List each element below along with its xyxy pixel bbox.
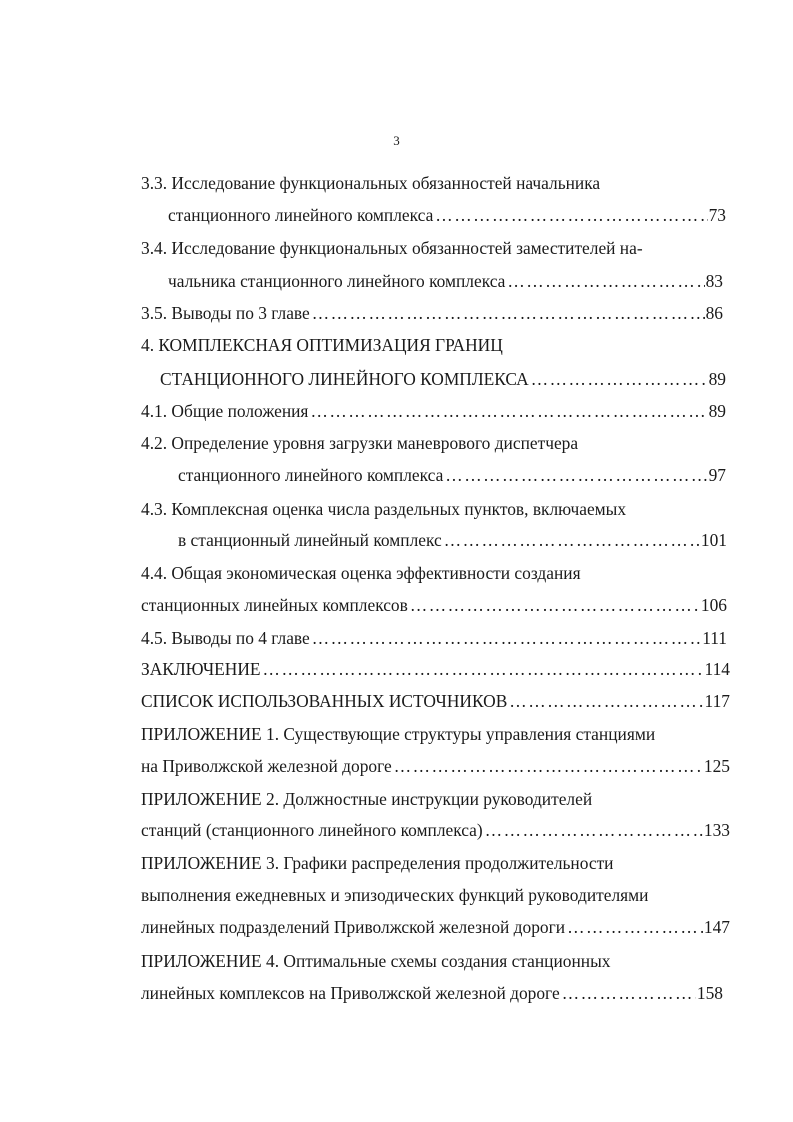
toc-leader-dots <box>394 754 703 778</box>
toc-entry-text: ПРИЛОЖЕНИЕ 2. Должностные инструкции руководителей <box>141 789 593 809</box>
toc-page-number: 89 <box>708 401 726 421</box>
toc-page-number: 101 <box>700 530 727 550</box>
toc-page-number: 147 <box>703 917 730 937</box>
toc-entry-conclusion <box>141 657 730 681</box>
toc-entry-text: ЗАКЛЮЧЕНИЕ <box>141 659 261 679</box>
toc-leader-dots <box>410 593 700 617</box>
toc-leader-dots <box>562 981 696 1005</box>
toc-page-number: 89 <box>708 369 726 389</box>
toc-entry-3-3 <box>141 171 600 195</box>
toc-entry-text: в станционный линейный комплекс <box>178 530 442 550</box>
toc-page-number: 125 <box>703 756 730 776</box>
toc-entry-4-3-cont <box>178 528 727 552</box>
toc-entry-text: линейных подразделений Приволжской железной дороги <box>141 917 566 937</box>
toc-entry-text: ПРИЛОЖЕНИЕ 1. Существующие структуры управления станциями <box>141 724 656 744</box>
toc-entry-3-5 <box>141 301 723 325</box>
toc-leader-dots <box>263 657 704 681</box>
toc-entry-text: 4.2. Определение уровня загрузки маневрового диспетчера <box>141 433 579 453</box>
toc-entry-appendix-3 <box>141 851 614 875</box>
toc-entry-text: ПРИЛОЖЕНИЕ 4. Оптимальные схемы создания станционных <box>141 951 611 971</box>
toc-entry-appendix-2-cont <box>141 818 730 842</box>
toc-entry-references <box>141 689 730 713</box>
toc-entry-text: 3.5. Выводы по 3 главе <box>141 303 310 323</box>
toc-entry-4-4-cont <box>141 593 727 617</box>
toc-leader-dots <box>485 818 703 842</box>
toc-entry-3-3-cont <box>168 203 726 227</box>
toc-page-number: 73 <box>708 205 726 225</box>
toc-entry-appendix-1-cont <box>141 754 730 778</box>
toc-entry-text: 4.3. Комплексная оценка числа раздельных пунктов, включаемых <box>141 499 627 519</box>
toc-entry-4-2 <box>141 431 578 455</box>
toc-page-number: 106 <box>700 595 727 615</box>
toc-entry-text: 4. КОМПЛЕКСНАЯ ОПТИМИЗАЦИЯ ГРАНИЦ <box>141 335 503 355</box>
toc-entry-4-1 <box>141 399 726 423</box>
toc-leader-dots <box>312 301 705 325</box>
toc-entry-4-3 <box>141 497 626 521</box>
toc-entry-text: станций (станционного линейного комплекса) <box>141 820 483 840</box>
toc-page-number: 83 <box>705 271 723 291</box>
toc-entry-appendix-3-cont <box>141 883 648 907</box>
toc-entry-text: 3.3. Исследование функциональных обязанностей начальника <box>141 173 601 193</box>
toc-page-number: 117 <box>704 691 730 711</box>
toc-leader-dots <box>567 915 703 939</box>
toc-entry-4-2-cont <box>178 463 726 487</box>
toc-entry-4-cont <box>160 367 726 391</box>
toc-entry-appendix-4-cont <box>141 981 723 1005</box>
toc-leader-dots <box>312 626 701 650</box>
toc-leader-dots <box>531 367 708 391</box>
toc-entry-text: 4.4. Общая экономическая оценка эффективности создания <box>141 563 581 583</box>
toc-entry-text: 4.5. Выводы по 4 главе <box>141 628 310 648</box>
toc-entry-appendix-4 <box>141 949 610 973</box>
toc-entry-text: чальника станционного линейного комплекса <box>168 271 506 291</box>
toc-entry-3-4-cont <box>168 269 723 293</box>
page-number: 3 <box>393 133 400 148</box>
toc-entry-4-4 <box>141 561 581 585</box>
toc-page-number: 114 <box>704 659 730 679</box>
toc-page-number: 86 <box>705 303 723 323</box>
toc-entry-text: станционного линейного комплекса <box>178 465 444 485</box>
toc-leader-dots <box>509 689 703 713</box>
toc-entry-text: выполнения ежедневных и эпизодических функций руководителями <box>141 885 649 905</box>
toc-entry-4 <box>141 333 503 357</box>
toc-page-number: 158 <box>696 983 723 1003</box>
toc-entry-text: СТАНЦИОННОГО ЛИНЕЙНОГО КОМПЛЕКСА <box>160 369 529 389</box>
toc-leader-dots <box>445 463 707 487</box>
toc-entry-text: ПРИЛОЖЕНИЕ 3. Графики распределения продолжительности <box>141 853 614 873</box>
toc-page-number: 97 <box>708 465 726 485</box>
toc-entry-text: на Приволжской железной дороге <box>141 756 392 776</box>
toc-page-number: 133 <box>703 820 730 840</box>
toc-entry-text: 4.1. Общие положения <box>141 401 309 421</box>
toc-entry-text: 3.4. Исследование функциональных обязанностей заместителей на- <box>141 238 643 258</box>
toc-page-number: 111 <box>702 628 727 648</box>
toc-entry-3-4 <box>141 236 643 260</box>
toc-entry-4-5 <box>141 626 727 650</box>
toc-entry-appendix-1 <box>141 722 655 746</box>
toc-entry-appendix-2 <box>141 787 592 811</box>
toc-leader-dots <box>444 528 700 552</box>
toc-entry-text: станционных линейных комплексов <box>141 595 408 615</box>
toc-entry-appendix-3-cont2 <box>141 915 730 939</box>
toc-leader-dots <box>310 399 707 423</box>
toc-leader-dots <box>507 269 704 293</box>
toc-entry-text: станционного линейного комплекса <box>168 205 434 225</box>
toc-entry-text: СПИСОК ИСПОЛЬЗОВАННЫХ ИСТОЧНИКОВ <box>141 691 508 711</box>
toc-entry-text: линейных комплексов на Приволжской железной дороге <box>141 983 560 1003</box>
toc-leader-dots <box>435 203 707 227</box>
